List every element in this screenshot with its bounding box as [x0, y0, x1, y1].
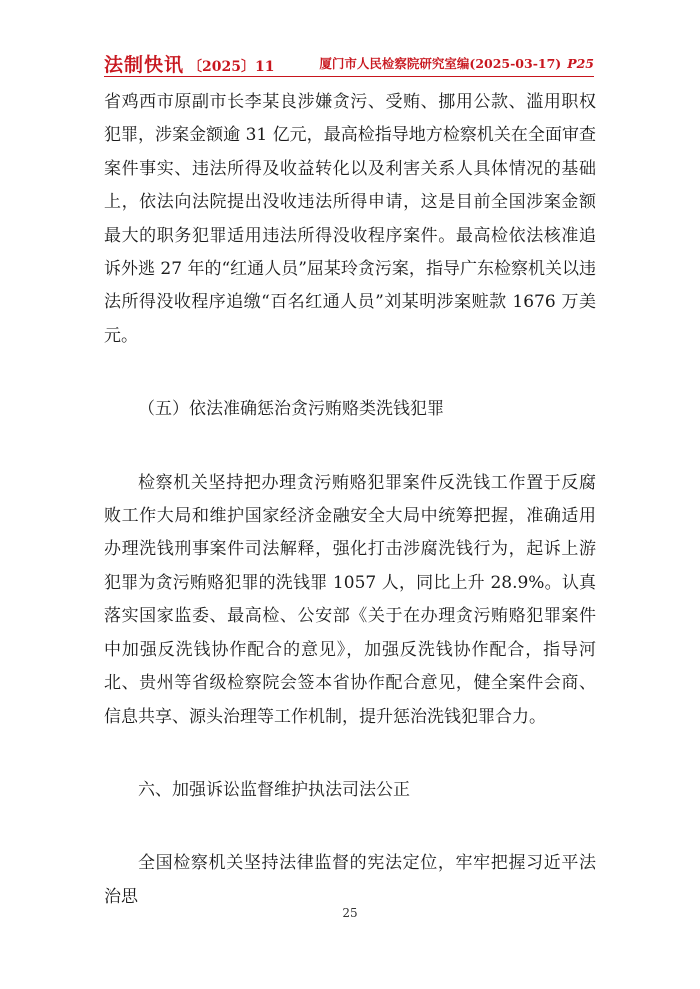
publication-title: 法制快讯: [104, 54, 185, 76]
header-page-label: P25: [567, 56, 594, 71]
page-number: 25: [342, 906, 358, 920]
spacer: [104, 734, 596, 774]
issue-number: 〔2025〕11: [188, 59, 275, 75]
section-heading-5: （五）依法准确惩治贪污贿赂类洗钱犯罪: [138, 399, 444, 420]
spacer: [104, 807, 596, 847]
page-header: [104, 50, 594, 74]
header-right: [319, 54, 594, 72]
header-divider: [104, 76, 594, 77]
spacer: [104, 427, 596, 467]
document-body: [104, 86, 596, 914]
spacer: [104, 353, 596, 393]
section-heading-6: 六、加强诉讼监督维护执法司法公正: [138, 779, 410, 800]
header-left: [104, 50, 274, 77]
body-paragraph-3: 全国检察机关坚持法律监督的宪法定位，牢牢把握习近平法治思: [104, 853, 596, 907]
publisher-line: 厦门市人民检察院研究室编(2025-03-17): [319, 56, 562, 71]
body-paragraph-1: 省鸡西市原副市长李某良涉嫌贪污、受贿、挪用公款、滥用职权犯罪，涉案金额逾 31 亿元，最高检指导地方检察机关在全面审查案件事实、违法所得及收益转化以及利害关系人具体情况的基础上，依法向法院提出没收违法所得申请，这是目前全国涉案金额最大的职务犯罪适用违法所得没收程序案件。最高检依法核准追诉外逃 27 年的“红通人员”屈某玲贪污案，指导广东检察机关以违法所得没收程序追缴“百名红通人员”刘某明涉案赃款 1676 万美元。: [104, 92, 596, 346]
body-paragraph-2: 检察机关坚持把办理贪污贿赂犯罪案件反洗钱工作置于反腐败工作大局和维护国家经济金融安全大局中统筹把握，准确适用办理洗钱刑事案件司法解释，强化打击涉腐洗钱行为，起诉上游犯罪为贪污贿赂犯罪的洗钱罪 1057 人，同比上升 28.9%。认真落实国家监委、最高检、公安部《关于在办理贪污贿赂犯罪案件中加强反洗钱协作配合的意见》，加强反洗钱协作配合，指导河北、贵州等省级检察院会签本省协作配合意见，健全案件会商、信息共享、源头治理等工作机制，提升惩治洗钱犯罪合力。: [104, 472, 596, 727]
